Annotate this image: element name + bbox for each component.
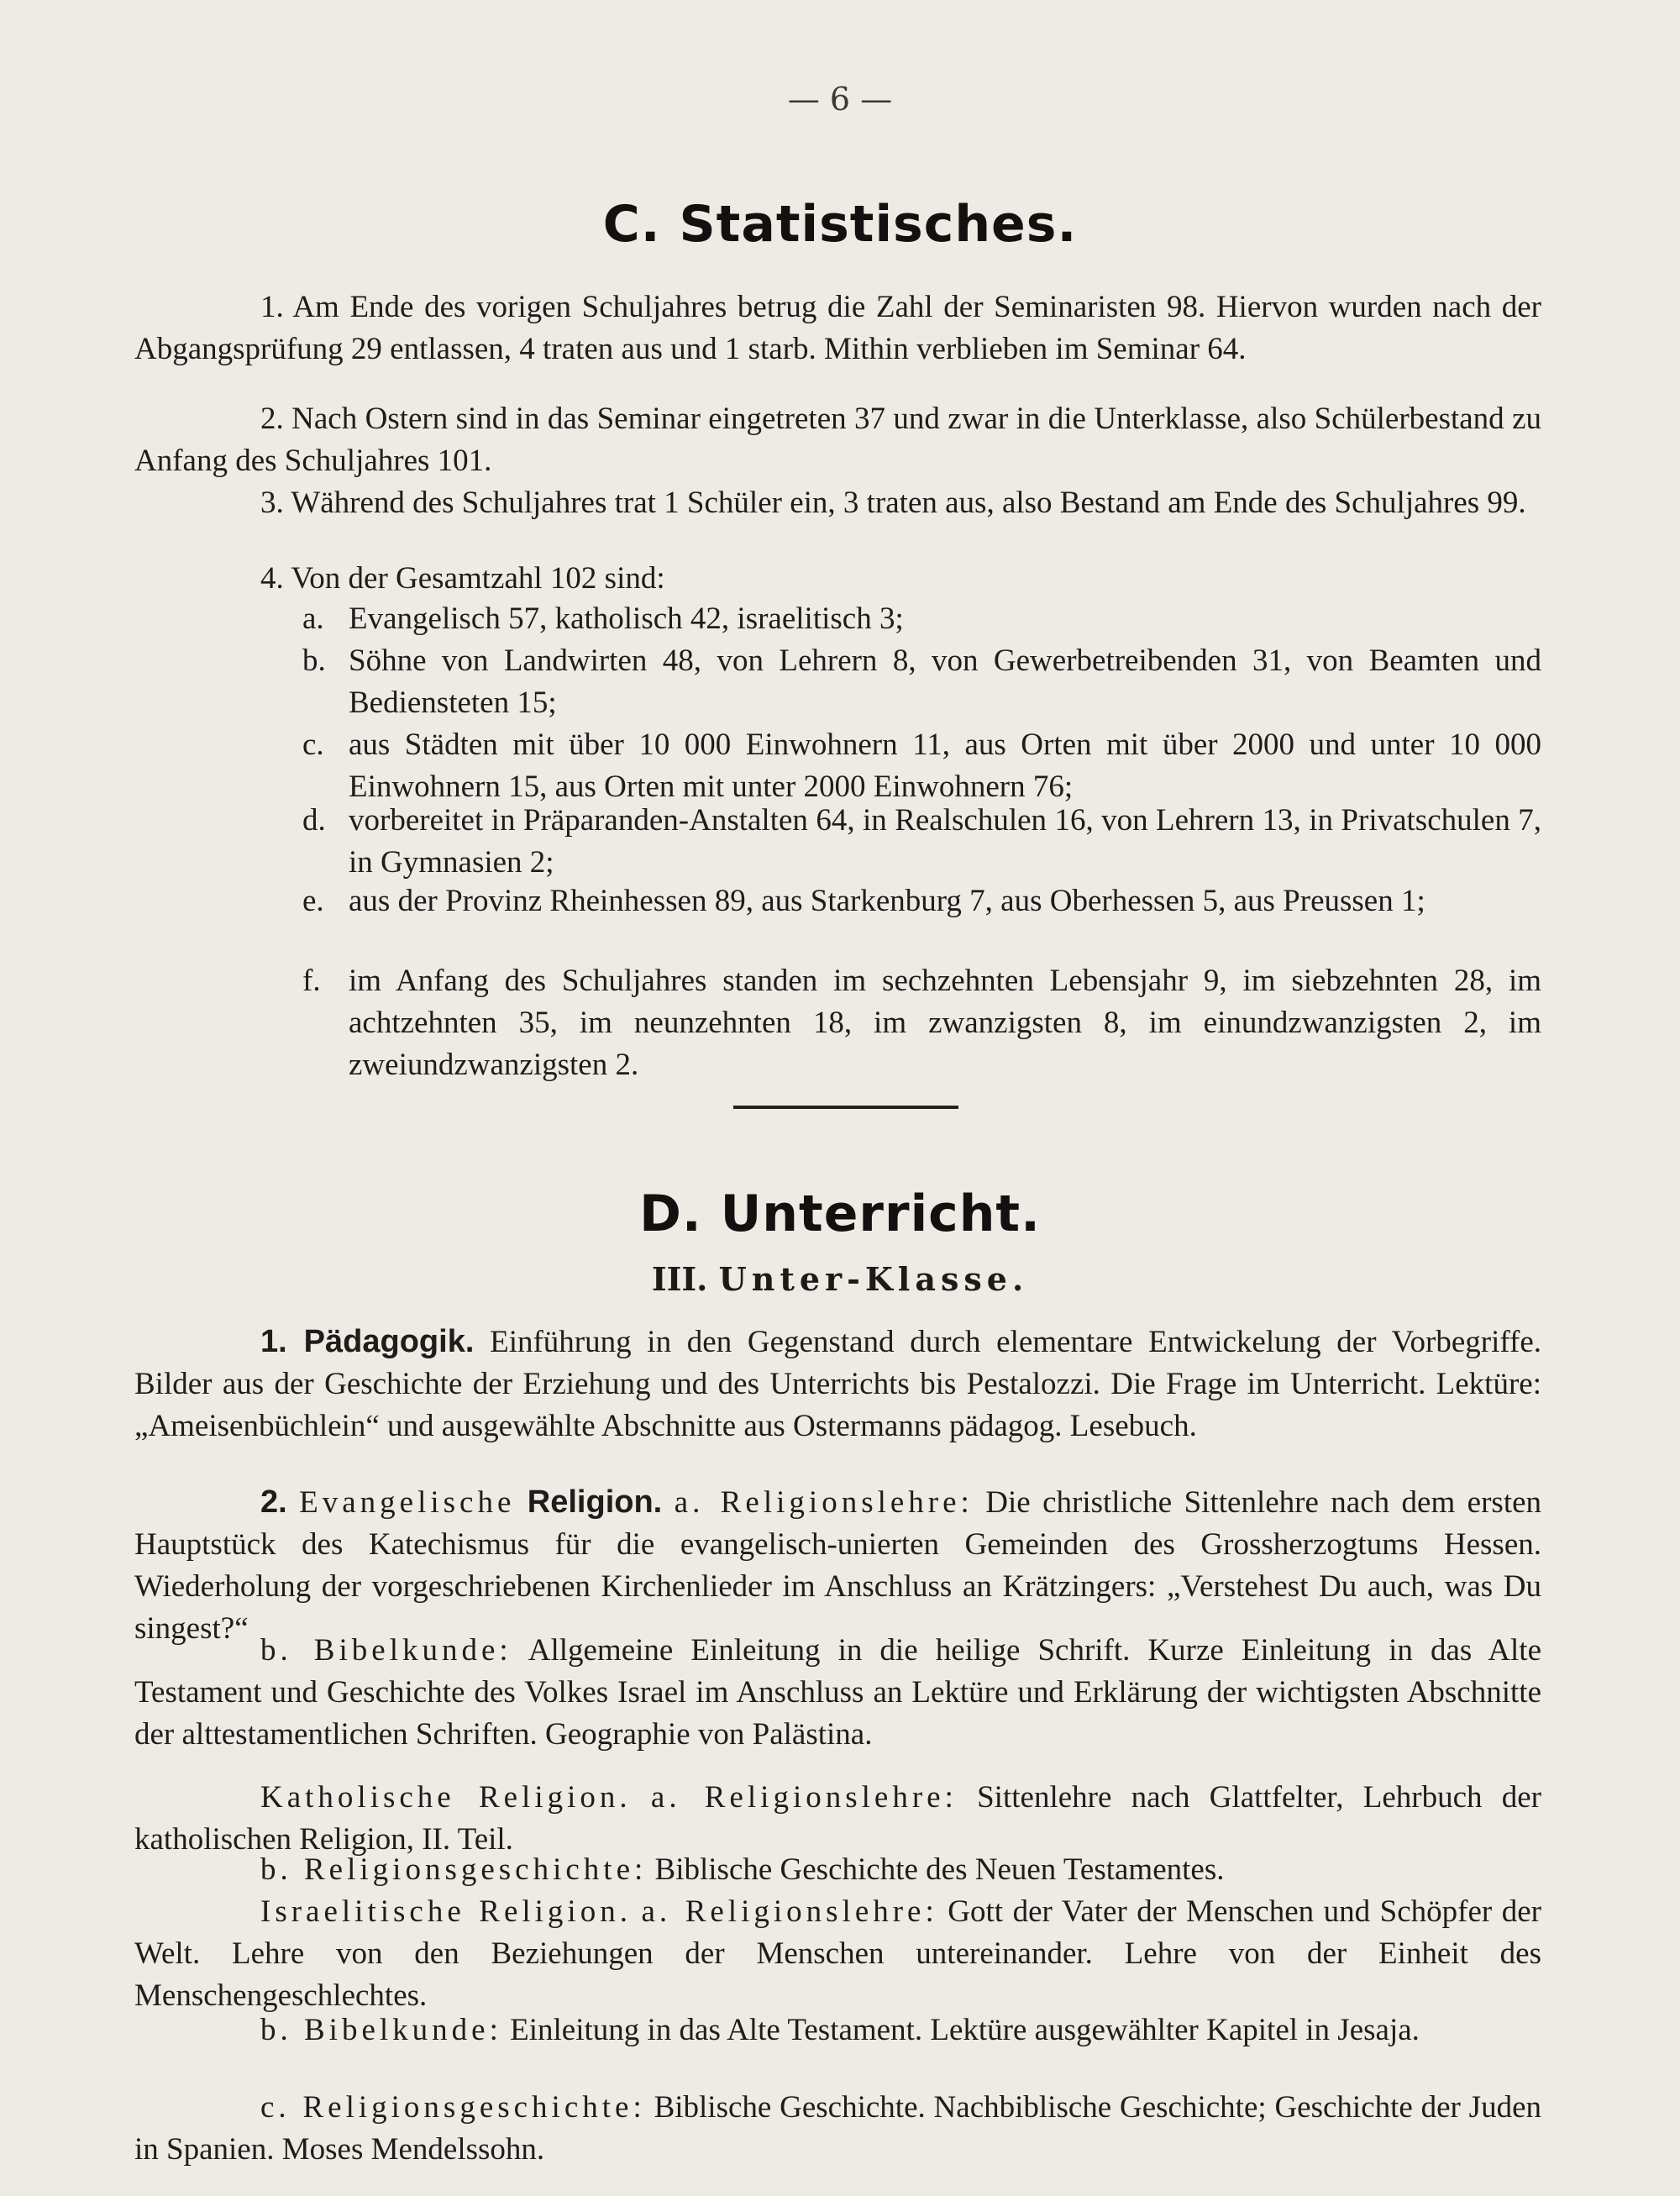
list-item: im Anfang des Schuljahres standen im sechzehnten Lebensjahr 9, im siebzehnten 28, im achtzehnten 35, im neunzehnten 18, im zwanzigsten 8, im einundzwanzigsten 2, im zweiundzwanzigsten 2. xyxy=(349,964,1541,1082)
kath-religion-paragraph-b: b. Religionsgeschichte: Biblische Geschichte des Neuen Testamentes. xyxy=(260,1852,1225,1887)
section-d-heading: D. Unterricht. xyxy=(639,1185,1041,1243)
list-item-label: a. xyxy=(302,602,324,636)
page-number: — 6 — xyxy=(787,81,893,118)
isr-religion-paragraph-a: Israelitische Religion. a. Religionslehre: Gott der Vater der Menschen und Schöpfer der Welt. Lehre von den Beziehungen der Menschen untereinander. Lehre von der Einheit des Menschengeschlechtes. xyxy=(134,1894,1541,2013)
list-item-label: e. xyxy=(302,884,324,918)
section-divider xyxy=(733,1106,958,1109)
list-item: vorbereitet in Präparanden-Anstalten 64, in Realschulen 16, von Lehrern 13, in Privatschulen 7, in Gymnasien 2; xyxy=(349,803,1541,880)
stat-paragraph-4: 4. Von der Gesamtzahl 102 sind: xyxy=(260,561,665,596)
section-c-heading: C. Statistisches. xyxy=(602,195,1078,254)
stat-paragraph-3: 3. Während des Schuljahres trat 1 Schüler ein, 3 traten aus, also Bestand am Ende des Schuljahres 99. xyxy=(260,486,1526,520)
list-item-label: f. xyxy=(302,964,321,998)
ev-religion-paragraph-b: b. Bibelkunde: Allgemeine Einleitung in die heilige Schrift. Kurze Einleitung in das Alte Testament und Geschichte des Volkes Israel im Anschluss an Lektüre und Erklärung der wichtigsten Abschnitte der alttestamentlichen Schriften. Geographie von Palästina. xyxy=(134,1633,1541,1752)
class-name: Unter-Klasse. xyxy=(718,1260,1029,1298)
paedagogik-paragraph: 1. Pädagogik. Einführung in den Gegenstand durch elementare Entwickelung der Vorbegriffe. Bilder aus der Geschichte der Erziehung und des Unterrichts bis Pestalozzi. Die Frage im Unterricht. Lektüre: „Ameisenbüchlein“ und ausgewählte Abschnitte aus Ostermanns pädagog. Lesebuch. xyxy=(134,1324,1541,1443)
class-number: III. xyxy=(651,1260,708,1298)
ev-religion-paragraph-a: 2. Evangelische Religion. a. Religionslehre: Die christliche Sittenlehre nach dem ersten Hauptstück des Katechismus für die evangelisch-unierten Gemeinden des Grossherzogtums Hessen. Wiederholung der vorgeschriebenen Kirchenlieder im Anschluss an Krätzingers: „Verstehest Du auch, was Du singest?“ xyxy=(134,1484,1542,1646)
stat-paragraph-1: 1. Am Ende des vorigen Schuljahres betrug die Zahl der Seminaristen 98. Hiervon wurden nach der Abgangsprüfung 29 entlassen, 4 traten aus und 1 starb. Mithin verblieben im Seminar 64. xyxy=(134,290,1541,366)
list-item: aus Städten mit über 10 000 Einwohnern 11, aus Orten mit über 2000 und unter 10 000 Einwohnern 15, aus Orten mit unter 2000 Einwohnern 76; xyxy=(349,728,1541,804)
class-heading xyxy=(0,1260,1680,1298)
list-item: Söhne von Landwirten 48, von Lehrern 8, von Gewerbetreibenden 31, von Beamten und Bediensteten 15; xyxy=(349,644,1541,720)
list-item: aus der Provinz Rheinhessen 89, aus Starkenburg 7, aus Oberhessen 5, aus Preussen 1; xyxy=(349,884,1425,918)
list-item-label: b. xyxy=(302,644,326,678)
list-item-label: d. xyxy=(302,803,326,838)
list-item: Evangelisch 57, katholisch 42, israelitisch 3; xyxy=(349,602,904,636)
stat-paragraph-2: 2. Nach Ostern sind in das Seminar eingetreten 37 und zwar in die Unterklasse, also Schülerbestand zu Anfang des Schuljahres 101. xyxy=(134,402,1541,478)
paedagogik-label: 1. Pädagogik. xyxy=(260,1324,475,1359)
isr-religion-paragraph-b: b. Bibelkunde: Einleitung in das Alte Testament. Lektüre ausgewählter Kapitel in Jesaja. xyxy=(260,2013,1420,2047)
list-item-label: c. xyxy=(302,728,324,762)
isr-religion-paragraph-c: c. Religionsgeschichte: Biblische Geschichte. Nachbiblische Geschichte; Geschichte der Juden in Spanien. Moses Mendelssohn. xyxy=(134,2090,1541,2167)
kath-religion-paragraph-a: Katholische Religion. a. Religionslehre: Sittenlehre nach Glattfelter, Lehrbuch der katholischen Religion, II. Teil. xyxy=(134,1780,1541,1857)
